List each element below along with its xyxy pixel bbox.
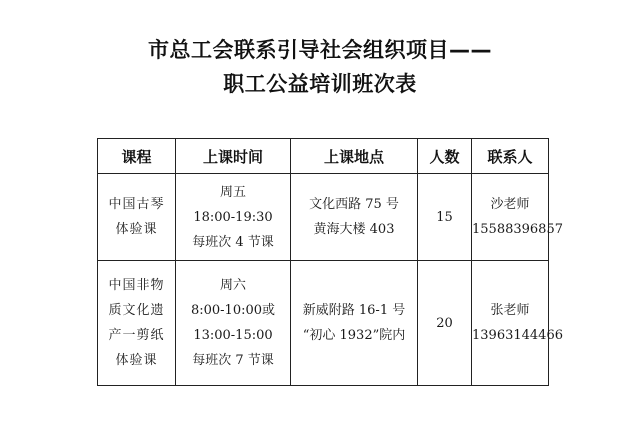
course-text: 体验课 [115,222,158,237]
contact-cell [472,261,563,386]
header-location: 上课地点 [291,139,418,174]
time-text: 每班次 7 节课 [192,353,274,368]
contact-phone: 15588396857 [472,222,563,237]
count-text: 20 [436,315,453,331]
time-text: 周六 [219,278,246,293]
table-row [98,261,549,386]
location-text: 文化西路 75 号 [309,197,399,212]
time-cell [176,174,291,261]
count-cell [418,261,472,386]
header-course: 课程 [98,139,176,174]
location-cell [291,174,418,261]
course-text: 质文化遗 [108,303,165,318]
course-cell [98,174,176,261]
course-cell [98,261,176,386]
location-cell [291,261,418,386]
course-text: 中国古琴 [108,197,165,212]
course-text: 产一剪纸 [108,328,165,343]
course-text: 体验课 [115,353,158,368]
page-title-line-2: 职工公益培训班次表 [223,72,417,96]
time-text: 13:00-15:00 [193,328,273,343]
header-time: 上课时间 [176,139,291,174]
contact-name: 张老师 [490,303,530,318]
page-title-line-1: 市总工会联系引导社会组织项目—— [148,38,492,62]
time-text: 每班次 4 节课 [192,234,274,250]
time-cell [176,261,291,386]
time-text: 周五 [219,184,246,200]
contact-phone: 13963144466 [472,328,563,343]
location-text: 新威附路 16-1 号 [302,303,406,318]
contact-name: 沙老师 [490,197,530,212]
location-text: “初心 1932”院内 [302,328,406,343]
count-text: 15 [436,209,453,225]
contact-cell [472,174,563,261]
count-cell [418,174,472,261]
location-text: 黄海大楼 403 [313,222,395,237]
header-count: 人数 [418,139,472,174]
training-schedule-table [97,138,563,386]
course-text: 中国非物 [108,278,165,293]
time-text: 18:00-19:30 [193,209,273,225]
table-header-row [98,139,549,174]
table-row [98,174,549,261]
header-contact: 联系人 [472,139,549,174]
time-text: 8:00-10:00或 [190,303,276,318]
